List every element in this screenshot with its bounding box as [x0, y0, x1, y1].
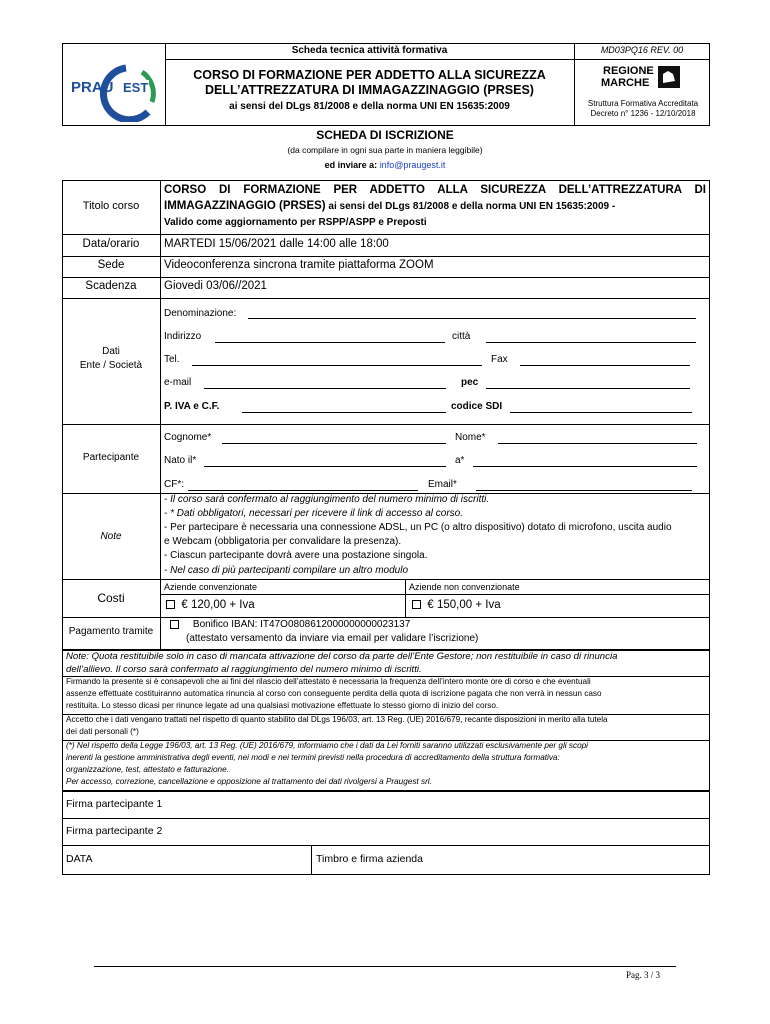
sign-note-1: Firmando la presente si è consapevoli che ai fini del rilascio dell’attestato è necessaria la frequenza dell’intero monte ore di corso e che eventuali: [66, 677, 591, 686]
fax-label: Fax: [491, 354, 508, 365]
privacy-2: inerenti la gestione amministrativa degli eventi, nei modi e nei termini previsti nella procedura di accreditamento della struttura formativa:: [66, 753, 560, 762]
company-label-1: Dati: [102, 346, 120, 357]
participant-label: Partecipante: [82, 452, 140, 463]
denominazione-field[interactable]: [248, 318, 696, 319]
affiliated-price: € 120,00 + Iva: [181, 599, 255, 611]
accreditation-line2: Decreto n° 1236 - 12/10/2018: [590, 109, 696, 118]
date-value: MARTEDI 15/06/2021 dalle 14:00 alle 18:00: [164, 238, 389, 250]
non-affiliated-header: Aziende non convenzionate: [409, 582, 520, 592]
pec-field[interactable]: [486, 388, 690, 389]
course-title-value-line3: Valido come aggiornamento per RSPP/ASPP e Preposti: [164, 217, 427, 228]
send-email-link[interactable]: info@praugest.it: [379, 160, 446, 170]
privacy-4: Per accesso, correzione, cancellazione e opposizione al trattamento dei dati rivolgersi a Praugest srl.: [66, 777, 432, 786]
course-title-line2: DELL’ATTREZZATURA DI IMMAGAZZINAGGIO (PRSES): [205, 83, 534, 97]
date-signature-field[interactable]: DATA: [66, 853, 93, 865]
deadline-value: Giovedi 03/06//2021: [164, 280, 267, 292]
cf-field[interactable]: [188, 490, 418, 491]
email-participant-field[interactable]: [476, 490, 692, 491]
deadline-label: Scadenza: [85, 280, 137, 292]
non-affiliated-option: [412, 599, 501, 611]
nato-label: Nato il*: [164, 455, 197, 466]
costs-label: Costi: [97, 591, 125, 605]
email-participant-label: Email*: [428, 479, 457, 490]
course-title-label: Titolo corso: [82, 200, 140, 212]
region-marche-icon: [658, 66, 680, 88]
date-label: Data/orario: [82, 238, 140, 250]
company-label-2: Ente / Società: [79, 360, 143, 371]
privacy-1: (*) Nel rispetto della Legge 196/03, art. 13 Reg. (UE) 2016/679, informiamo che i dati da Lei forniti saranno utilizzati esclusivamente per gli scopi: [66, 741, 589, 750]
refund-note-2: dell’allievo. Il corso sarà confermato al raggiungimento del numero minimo di iscritti.: [66, 664, 422, 675]
form-type: Scheda tecnica attività formativa: [291, 45, 448, 56]
region-logo-text-2: MARCHE: [601, 77, 650, 89]
send-label: ed inviare a:: [324, 160, 378, 170]
tel-field[interactable]: [192, 365, 482, 366]
note-line-5: - Ciascun partecipante dovrà avere una postazione singola.: [164, 550, 428, 561]
venue-label: Sede: [97, 259, 125, 271]
course-title-bold: IMMAGAZZINAGGIO (PRSES): [164, 200, 326, 212]
luogo-label: a*: [455, 455, 465, 466]
indirizzo-field[interactable]: [215, 342, 445, 343]
sign-note-2: assenze effettuate costituiranno automatica rinuncia al corso con conseguente perdita della quota di iscrizione pagata che non verrà in nessun caso: [66, 689, 602, 698]
payment-note: (attestato versamento da inviare via email per validare l’iscrizione): [186, 633, 479, 644]
pec-label: pec: [461, 377, 479, 388]
privacy-3: organizzazione, test, attestato e fatturazione.: [66, 765, 229, 774]
nome-field[interactable]: [498, 443, 697, 444]
consent-2: dei dati personali (*): [66, 727, 139, 736]
notes-label: Note: [100, 531, 122, 542]
indirizzo-label: Indirizzo: [164, 331, 202, 342]
citta-label: città: [452, 331, 471, 342]
note-line-3: - Per partecipare è necessaria una connessione ADSL, un PC (o altro dispositivo) dotato di microfono, uscita audio: [164, 522, 672, 533]
form-title: SCHEDA DI ISCRIZIONE: [316, 128, 454, 142]
send-to: [0, 160, 770, 170]
logo-text-est: EST: [123, 80, 149, 95]
sign-note-3: restituita. Lo stesso dicasi per rinunce legate ad una qualsiasi motivazione effettuate lo stesso giorno di inizio del corso.: [66, 701, 499, 710]
email-company-label: e-mail: [164, 377, 192, 388]
region-logo-text-1: REGIONE: [603, 65, 654, 77]
non-affiliated-price: € 150,00 + Iva: [427, 599, 501, 611]
bank-transfer-checkbox[interactable]: [170, 620, 179, 629]
praugest-logo: [68, 62, 162, 122]
refund-note-1: Note: Quota restituibile solo in caso di mancata attivazione del corso da parte dell’Ente Gestore; non restituibile in caso di rinuncia: [66, 651, 618, 662]
course-title-rest: ai sensi del DLgs 81/2008 e della norma UNI EN 15635:2009 -: [325, 201, 616, 212]
page-number: Pag. 3 / 3: [626, 970, 661, 980]
course-subtitle: ai sensi del DLgs 81/2008 e della norma UNI EN 15635:2009: [229, 101, 510, 112]
piva-field[interactable]: [242, 412, 446, 413]
signature-participant-2[interactable]: Firma partecipante 2: [66, 825, 163, 837]
nome-label: Nome*: [455, 432, 486, 443]
payment-option: [170, 619, 410, 630]
fax-field[interactable]: [520, 365, 690, 366]
note-line-6: - Nel caso di più partecipanti compilare un altro modulo: [164, 565, 409, 576]
codice-sdi-label: codice SDI: [451, 401, 503, 412]
affiliated-checkbox[interactable]: [166, 600, 175, 609]
citta-field[interactable]: [486, 342, 696, 343]
accreditation-line1: Struttura Formativa Accreditata: [587, 99, 699, 108]
affiliated-header: Aziende convenzionate: [164, 582, 258, 592]
affiliated-option: [166, 599, 255, 611]
luogo-field[interactable]: [473, 466, 697, 467]
signature-participant-1[interactable]: Firma partecipante 1: [66, 798, 163, 810]
non-affiliated-checkbox[interactable]: [412, 600, 421, 609]
form-instruction: (da compilare in ogni sua parte in maniera leggibile): [287, 145, 483, 155]
consent-1: Accetto che i dati vengano trattati nel rispetto di quanto stabilito dal DLgs 196/03, art. 13 Reg. (UE) 2016/679, recante disposizioni in merito alla tutela: [66, 715, 608, 724]
tel-label: Tel.: [164, 354, 180, 365]
piva-label: P. IVA e C.F.: [164, 401, 220, 412]
codice-sdi-field[interactable]: [510, 412, 692, 413]
logo-text-prau: PRAU: [71, 79, 114, 96]
note-line-4: e Webcam (obbligatoria per convalidare la presenza).: [164, 536, 402, 547]
venue-value: Videoconferenza sincrona tramite piattaforma ZOOM: [164, 259, 434, 271]
course-title-line1: CORSO DI FORMAZIONE PER ADDETTO ALLA SICUREZZA: [193, 68, 546, 82]
cognome-label: Cognome*: [164, 432, 212, 443]
footer-rule: [94, 966, 676, 967]
note-line-2: - * Dati obbligatori, necessari per ricevere il link di accesso al corso.: [164, 508, 464, 519]
course-title-value-line2: [164, 200, 615, 212]
cf-label: CF*:: [164, 479, 184, 490]
doc-code: MD03PQ16 REV. 00: [600, 45, 684, 55]
course-title-value-line1: CORSO DI FORMAZIONE PER ADDETTO ALLA SICUREZZA DELL’ATTREZZATURA DI: [164, 184, 706, 196]
payment-label: Pagamento tramite: [68, 626, 154, 637]
note-line-1: - Il corso sarà confermato al raggiungimento del numero minimo di iscritti.: [164, 494, 490, 505]
denominazione-label: Denominazione:: [164, 308, 237, 319]
nato-field[interactable]: [204, 466, 446, 467]
cognome-field[interactable]: [222, 443, 446, 444]
email-company-field[interactable]: [204, 388, 446, 389]
payment-iban: Bonifico IBAN: IT47O0808612000000000023137: [192, 619, 411, 630]
company-stamp-field[interactable]: Timbro e firma azienda: [316, 853, 423, 865]
